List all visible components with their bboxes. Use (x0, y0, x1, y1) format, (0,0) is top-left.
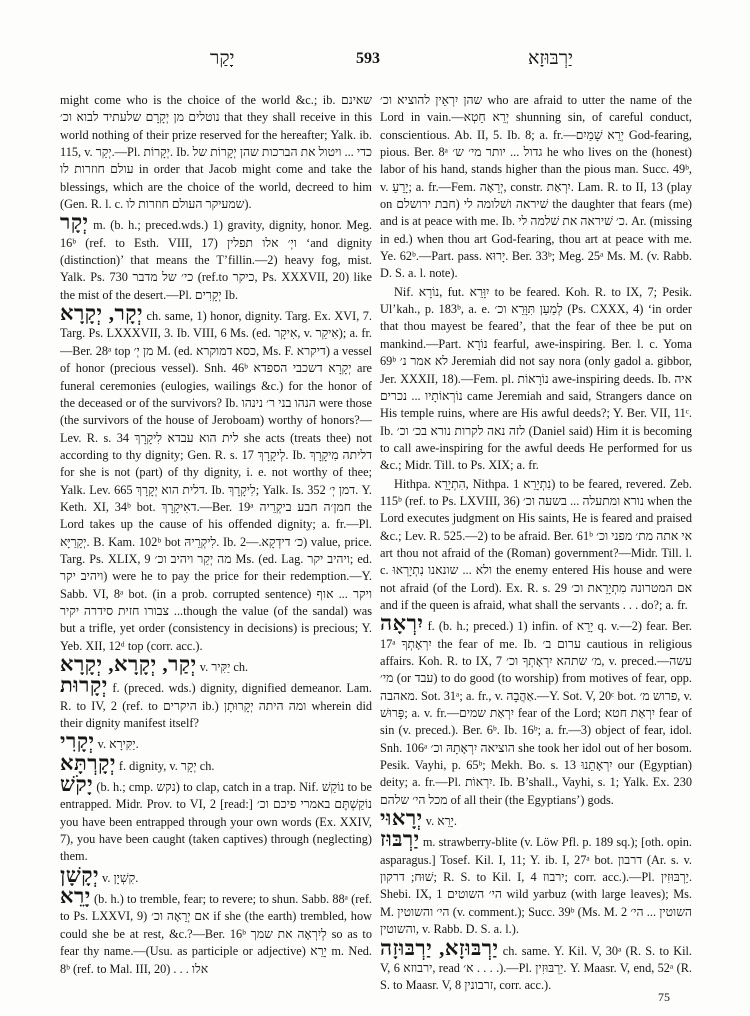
entry-headword: יַרְבּוּז (380, 827, 420, 852)
entry-text: m. strawberry-blite (v. Löw Pfl. p. 189 sq.); [oth. opin. asparagus.] Tosef. Kil. I, 11; Y. ib. I, 27ᵃ bot. דרבון (Ar. s. v. שׁוּח; דרקון; R. S. to Kil. I, 4 ירבוז; corr. acc.).—Pl. יַרְבּוּזִין. Shebi. IX, 1 הי׳ השוטים wild yarbuz (with large leaves); Ms. M. הי׳ והשוטין (v. comment.); Succ. 39ᵇ (Ms. M. 2 השוטין ... הי׳ והשוטין, v. Rabb. D. S. a. l.). (380, 835, 692, 937)
left-column-entry (60, 750, 372, 775)
entry-headword: יָרֵא (60, 884, 91, 909)
right-column-entry (380, 806, 692, 831)
entry-headword: יְקָרְתָּא (60, 750, 116, 775)
page-number: 593 (356, 50, 380, 67)
entry-text: שהן יִרְאֵין להוציא וכ׳ who are afraid to utter the name of the Lord in vain.—יְרֵא חֵטְא shunning sin, of careful conduct, conscientious. Ab. II, 5. Ib. 8; a. fr.—יְרֵא שָׁמַיִם God-fearing, pious. Ber. 8ᵃ גדול ... יותר מי׳ ש׳ he who lives on the (honest) labor of his hand, stands higher than the pious man. Succ. 49ᵇ, v. יָרֵעַ; a. fr.—Fem. יְרֵאָה, constr. יִרְאַת. Lam. R. to II, 13 (play on חבת ירושלם) שׁיראה ושׁלומה לי the daughter that fears (me) and is at peace with me. Ib. כ׳ שׁיראה את שׁלמה לי. Ar. (missing in ed.) when thou art God-fearing, thou art at peace with me. Ye. 62ᵇ.—Part. pass. יָרוּא. Ber. 33ᵇ; Meg. 25ᵃ Ms. M. (v. Rabb. D. S. a. l. note). (380, 93, 692, 281)
entry-text: m. (b. h.; preced.wds.) 1) gravity, dignity, honor. Meg. 16ᵇ (ref. to Esth. VIII, 17) ויְ׳ אלו תפלין ‘and dignity (distinction)’ that means the T’fillin.—2) heavy fog, mist. Yalk. Ps. 730 כי׳ של מדבר (ref.to כיקר, Ps. XXXVII, 20) like the mist of the desert.—Pl. יְקָרִים Ib. (60, 218, 372, 302)
entry-text: f. (preced. wds.) dignity, dignified demeanor. Lam. R. to IV, 2 (ref. to היקרים ib.) ומה היתה יְקָרוּתָן wherein did their dignity manifest itself? (60, 681, 372, 731)
entry-text: f. dignity, v. יְקָר ch. (115, 758, 215, 773)
left-column-entry (60, 92, 372, 213)
entry-headword: יִרְאָה (380, 611, 424, 636)
folio-number: 75 (658, 990, 670, 1004)
entry-text: Hithpa. הִתְיָרֵא, Nithpa. נִתְיָרֵא 1) to be feared, revered. Zeb. 115ᵇ (ref. to Ps. LXVIII, 36) נורא ומתעלה ... בשעה וכ׳ when the Lord executes judgment on His saints, He is feared and praised &c.; Lev. R. 525.—2) to be afraid. Ber. 61ᵇ אי אתה מת׳ מפני וכ׳ art thou not afraid of the (Roman) government?—Midr. Till. l. c. ולא ... שונאנו נִתְיָרְאוּ the enemy entered His house and were not afraid (of the Lord). Ex. R. s. 29 אם המטרונה מִתְיָרֵאת וכ׳ and if the queen is afraid, what shall the servants . . . do?; a. fr. (380, 476, 692, 612)
entry-headword: יְרָאוּי (380, 806, 423, 831)
entry-headword: יָקֹשׁ (60, 772, 94, 797)
entry-headword: יְקָרוּת (60, 673, 108, 698)
left-column-entry (60, 210, 372, 304)
right-column-entry (380, 611, 692, 809)
entry-text: ch. same. Y. Kil. V, 30ᵃ (R. S. to Kil. V, 6 ירבוזא, read א׳ . . . .).—Pl. יַרְבּוּזִין. Y. Maasr. V, end, 52ᵃ (R. S. to Maasr. V, 8 זרבונין, corr. acc.). (380, 943, 692, 992)
right-column-entry (380, 284, 692, 475)
left-column-entry (60, 862, 372, 887)
entry-text: v. יַקִּיר ch. (196, 660, 249, 674)
entry-text: v. יָרֵא. (422, 814, 457, 829)
entry-text: v. יַקִּירָא. (94, 737, 139, 752)
entry-text: might come who is the choice of the world &c.; ib. שאינם נוטלים מן יְקָרָם שלעתיד לבוא וכ׳ that they shall receive in this world nothing of their prize reserved for the hereafter; Yalk. ib. 115, v. יְקַר.—Pl. יְקָרוֹת. Ib. כדי ... ויטול את הברכות שהן יְקָרוֹת של עולם חוזרות לו in order that Jacob might come and take the blessings, which are the choice of the world, decreed to him (Gen. R. l. c. שמעיקר העולם חוזרות לו). (60, 93, 372, 212)
entry-headword: יְקַר, יְקָרָא, יְקָרָא (60, 652, 197, 676)
running-head (60, 48, 690, 74)
left-column (60, 92, 372, 992)
entry-headword: יַרְבּוּזָא, יַרְבּוּזָה (380, 935, 499, 960)
left-column-entry (60, 301, 372, 655)
left-column-entry (60, 772, 372, 866)
entry-text: Nif. נוֹרָא, fut. יִוָּרֵא to be feared. Koh. R. to IX, 7; Pesik. Ul’kah., p. 183ᵇ, a. e. לְמַעַן תִּוָּרֵא וכ׳ (Ps. CXXX, 4) ‘in order that thou mayest be feared’, that the fear of thee be put on mankind.—Part. נוֹרָא fearful, awe-inspiring. Ber. l. c. Yoma 69ᵇ לא אמר נ׳ Jeremiah did not say nora (only gadol a. gibbor, Jer. XXXII, 18).—Fem. pl. נוֹרָאוֹת awe-inspiring deeds. Ib. איה נוֹרְאוֹתָיו ... נכרים came Jeremiah and said, Strangers dance on His temple ruins, where are His awful deeds?; Y. Ber. VII, 11ᶜ. Ib. לזה נאה לקרות נורא בכ׳ וכ׳ (Daniel said) Him it is becoming to call awe-inspiring for the awful deeds He performed for us &c.; Midr. Till. to Ps. XIX; a. fr. (380, 284, 692, 473)
right-column-entry (380, 827, 692, 938)
left-column-entry (60, 673, 372, 732)
right-column-entry (380, 92, 692, 283)
right-column-entry (380, 935, 692, 993)
running-head-right-word: יַרְבּוּזָא (528, 48, 574, 69)
right-column (380, 92, 692, 992)
entry-text: f. (b. h.; preced.) 1) infin. of יָרֵא q. v.—2) fear. Ber. 17ᵃ יִרְאָתְךָ the fear of me. Ib. ערום ב׳ cautious in religious affairs. Koh. R. to IX, 7 מ׳ שתהא יִרְאָתְךָ וכ׳, v. preced.—עשה מי׳ (or עבד) to do good (to worship) from motives of fear, opp. מאהבה. Sot. 31ᵃ; a. fr., v. אַהֲבָה.—Y. Sot. V, 20ᶜ bot. פרוש מ׳, v. פָּרוּשׁ; a. v. fr.—יִרְאַת שמים fear of the Lord; יִרְאַת חטא fear of sin (v. preced.). Ber. 6ᵇ. Ib. 16ᵇ; a. fr.—3) object of fear, idol. Snh. 106ᵃ הוציאה יִרְאָתָהּ וכ׳ she took her idol out of her bosom. Pesik. Vayhi, p. 65ᵇ; Mekh. Bo. s. 13 יִרְאָתֵנוּ our (Egyptian) deity; a. fr.—Pl. יִרְאוֹת. Ib. B’shall., Vayhi, s. 1; Yalk. Ex. 230 מכל הי׳ שלהם of all their (the Egyptians’) gods. (380, 619, 692, 807)
entry-text: ch. same, 1) honor, dignity. Targ. Ex. XVI, 7. Targ. Ps. LXXXVII, 3. Ib. VIII, 6 Ms. (ed. אִיקָר, v. אִיקַר); a. fr.—Ber. 28ᵃ top מן יְ׳ M. (ed. כסא דמוקרא, Ms. F. דיקרא) a vessel of honor (precious vessel). Snh. 46ᵇ יְקָרָא דשכבי הספדא are funeral ceremonies (eulogies, wailings &c.) for the honor of the deceased or of the survivors? Ib. הנהו בני ר׳ נינהו were those (the survivors of the house of Jeroboam) worthy of honors?—Lev. R. s. 34 לית הוא עבדא לִיקָרָךְ she acts (treats thee) not according to thy dignity; Gen. R. s. 17 לְיקָרָךְ. Ib. דליתה מִיקָרָךְ for she is not (part) of thy dignity, i. e. not worthy of thee; Yalk. Lev. 665 דלית הוא יְקָרָךְ. Ib. לִיקָרָךְ; Yalk. Is. 352 דמן יְ׳. Y. Keth. XI, 34ᵇ bot. דאִיקָרָךְ.—Ber. 19ᵃ חמן׳ה חבע ביקְרֵיה the Lord takes up the cause of his offended dignity; a. fr.—Pl. יְקָרַיָּא. B. Kam. 102ᵇ bot לִיקְרֵיהּ. Ib. כ׳ דידְקָא.—2) value, price. Targ. Ps. XLIX, 9 מה יְקַר ויהיב וכ׳ Ms. (ed. Lag. ויהיב יקר; ed. ויהיב יקר) were he to pay the price for their redemption.—Y. Sabb. VI, 8ᵃ bot. (in a prob. corrupted sentence) ויקר ... אוף צבורו חזית סידרה יקיר ...though the value (of the sandal) was but a trifle, yet order (consistency in decisions) is precious; Y. Yeb. XII, 12ᵈ top (corr. acc.). (60, 309, 372, 653)
entry-text: v. קִשְׁיָן. (98, 870, 139, 885)
entry-text: (b. h.; cmp. נקש) to clap, catch in a trap. Nif. נוֹקַשׁ to be entrapped. Midr. Prov. to VI, 2 [read:] נוֹקַשְׁתֶּם באמרי פיכם וכ׳ you have been entrapped through your own words (Ex. XXIV, 7), you have been caught (taken captives) through (neglecting) them. (60, 780, 372, 864)
running-head-left-word: יָקַר (210, 48, 235, 69)
left-column-entry (60, 884, 372, 978)
entry-headword: יְקָרִי (60, 729, 95, 754)
entry-headword: יְקָשָׁן (60, 862, 99, 887)
entry-headword: יְקָר, יְקָרָא (60, 301, 144, 326)
entry-headword: יְקָר (60, 210, 89, 235)
right-column-entry (380, 476, 692, 615)
entry-text: (b. h.) to tremble, fear; to revere; to shun. Sabb. 88ᵃ (ref. to Ps. LXXVI, 9) אם יְרֵאָה וכ׳ if she (the earth) trembled, how could she be at rest, &c.?—Ber. 16ᵇ לְיִרְאָה את שמך so as to fear thy name.—(Usu. as participle or adjective) יָרֵא m. Ned. 8ᵇ (ref. to Mal. III, 20) . . . אלו (60, 892, 372, 976)
